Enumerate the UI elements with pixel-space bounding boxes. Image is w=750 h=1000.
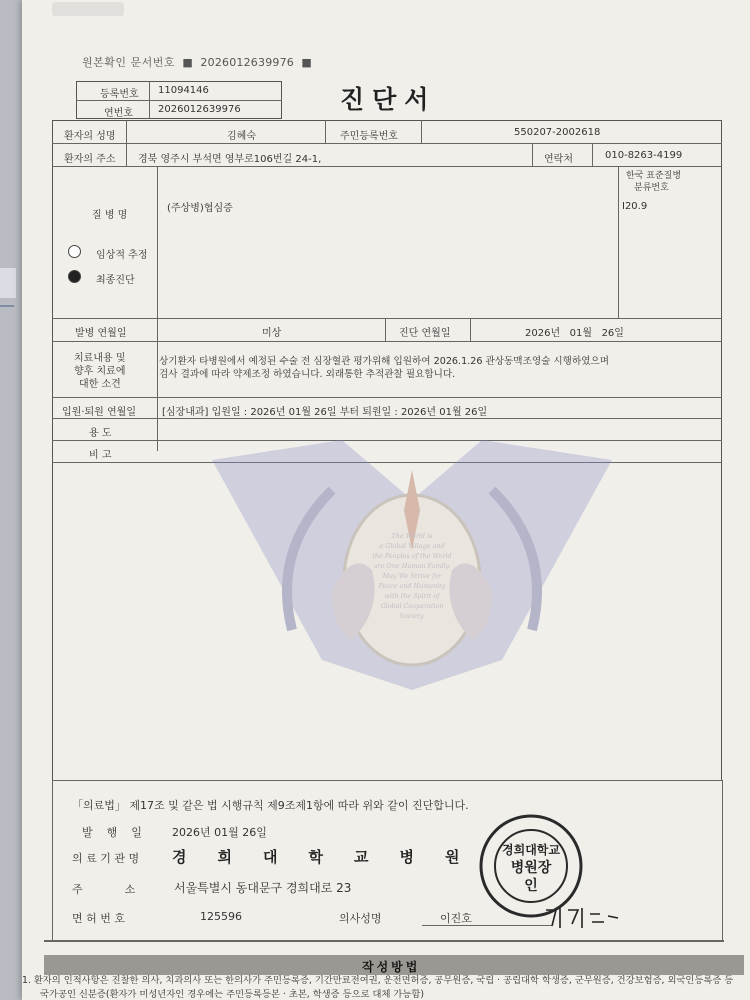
method-title: 작성방법 — [362, 960, 421, 974]
top-hospital-mark — [52, 2, 124, 16]
watermark-line-4: May We Strive for — [382, 572, 442, 580]
seal-line-1: 병원장 — [510, 860, 552, 876]
reg-value: 11094146 — [158, 85, 209, 96]
watermark-line-2: the Peoples of the World — [372, 552, 452, 560]
doctor-label: 의사성명 — [339, 912, 382, 925]
diag-date-label: 진단 연월일 — [399, 328, 451, 339]
radio-final-label: 최종진단 — [96, 275, 135, 286]
radio-clinical-estimate[interactable] — [68, 245, 81, 258]
phone-label: 연락처 — [544, 154, 573, 165]
inst-address-value: 서울특별시 동대문구 경희대로 23 — [174, 881, 352, 895]
certify-statement: 「의료법」 제17조 및 같은 법 시행규칙 제9조제1항에 따라 위와 같이 진단합니다. — [72, 799, 469, 812]
document-paper — [22, 0, 750, 1000]
radio-final-diagnosis[interactable] — [68, 270, 81, 283]
opinion-line-2: 검사 결과에 따라 약제조정 하였습니다. 외래통한 추적관찰 필요합니다. — [159, 369, 456, 380]
method-line-2: 국가공인 신분증(환자가 미성년자인 경우에는 주민등록등본 · 초본, 학생증 등으로 대체 가능함) — [40, 989, 424, 1000]
diagnosis-value: (주상병)협심증 — [167, 203, 233, 214]
watermark-line-6: with the Spirit of — [384, 592, 440, 600]
opinion-label-3: 대한 소견 — [79, 379, 121, 390]
phone-value: 010-8263-4199 — [605, 150, 683, 161]
radio-clinical-label: 임상적 추정 — [96, 250, 148, 261]
watermark-line-5: Peace and Humanity — [378, 582, 446, 590]
background-ui-fragment — [0, 305, 14, 307]
license-value: 125596 — [200, 910, 242, 923]
serial-value: 2026012639976 — [158, 104, 241, 115]
seal-line-0: 경희대학교 — [502, 843, 560, 857]
address-label: 환자의 주소 — [64, 154, 116, 165]
orig-number: 2026012639976 — [200, 56, 295, 69]
license-label: 면 허 번 호 — [72, 912, 125, 925]
square-icon: ■ — [297, 56, 313, 69]
usage-label: 용 도 — [89, 428, 112, 439]
watermark-line-8: Society. — [399, 612, 425, 620]
onset-label: 발병 연월일 — [75, 328, 127, 339]
remarks-label: 비 고 — [89, 450, 112, 461]
square-icon: ■ — [178, 56, 197, 69]
watermark-line-7: Global Cooperation — [380, 602, 444, 610]
kcd-header-2: 분류번호 — [634, 183, 669, 193]
address-value: 경북 영주시 부석면 영부로106번길 24-1, — [138, 154, 322, 165]
hospital-emblem-watermark — [212, 430, 612, 710]
diagnosis-label: 질 병 명 — [92, 210, 128, 221]
serial-label: 연번호 — [104, 108, 133, 119]
name-value: 김혜숙 — [227, 131, 256, 142]
method-line-1: 1. 환자의 인적사항은 진찰한 의사, 치과의사 또는 한의사가 주민등록증, 기간만료전여권, 운전면허증, 공무원증, 국립 · 공립대학 학생증, 군무원증, 건강보험증, 외국인등록증 등 — [22, 975, 734, 986]
institution-label: 의 료 기 관 명 — [72, 852, 140, 865]
seal-line-2: 인 — [524, 878, 538, 894]
rrn-value: 550207-2002618 — [514, 127, 601, 138]
kcd-code: I20.9 — [622, 201, 648, 212]
kcd-header-1: 한국 표준질병 — [626, 171, 682, 181]
opinion-label-1: 치료내용 및 — [74, 353, 126, 364]
issue-date-label: 발 행 일 — [82, 826, 142, 839]
document-title: 진단서 — [340, 85, 437, 114]
institution-value: 경희대학교병원 — [172, 848, 491, 866]
admission-value: [심장내과] 입원일 : 2026년 01월 26일 부터 퇴원일 : 2026년 01월 26일 — [162, 407, 488, 418]
hospital-official-seal — [477, 812, 585, 920]
opinion-line-1: 상기환자 타병원에서 예정된 수술 전 심장혈관 평가위해 입원하여 2026.1.26 관상동맥조영술 시행하였으며 — [159, 356, 610, 367]
watermark-line-0: The World is — [391, 532, 433, 540]
inst-address-label: 주 소 — [72, 883, 136, 896]
onset-value: 미상 — [262, 328, 282, 339]
rrn-label: 주민등록번호 — [340, 131, 398, 142]
issue-date-value: 2026년 01월 26일 — [172, 826, 267, 839]
watermark-line-3: are One Human Family. — [373, 562, 451, 570]
reg-label: 등록번호 — [100, 89, 139, 100]
name-label: 환자의 성명 — [64, 131, 116, 142]
original-confirm-line — [82, 54, 312, 70]
orig-label: 원본확인 문서번호 — [82, 56, 176, 69]
opinion-label-2: 향후 치료에 — [74, 366, 126, 377]
watermark-line-1: a Global Village and — [379, 542, 445, 550]
admission-label: 입원·퇴원 연월일 — [62, 407, 136, 418]
background-ui-fragment — [0, 268, 16, 298]
diag-date-value: 2026년 01월 26일 — [525, 328, 624, 339]
background-left — [0, 0, 24, 1000]
doctor-value: 이진호 — [440, 912, 472, 925]
